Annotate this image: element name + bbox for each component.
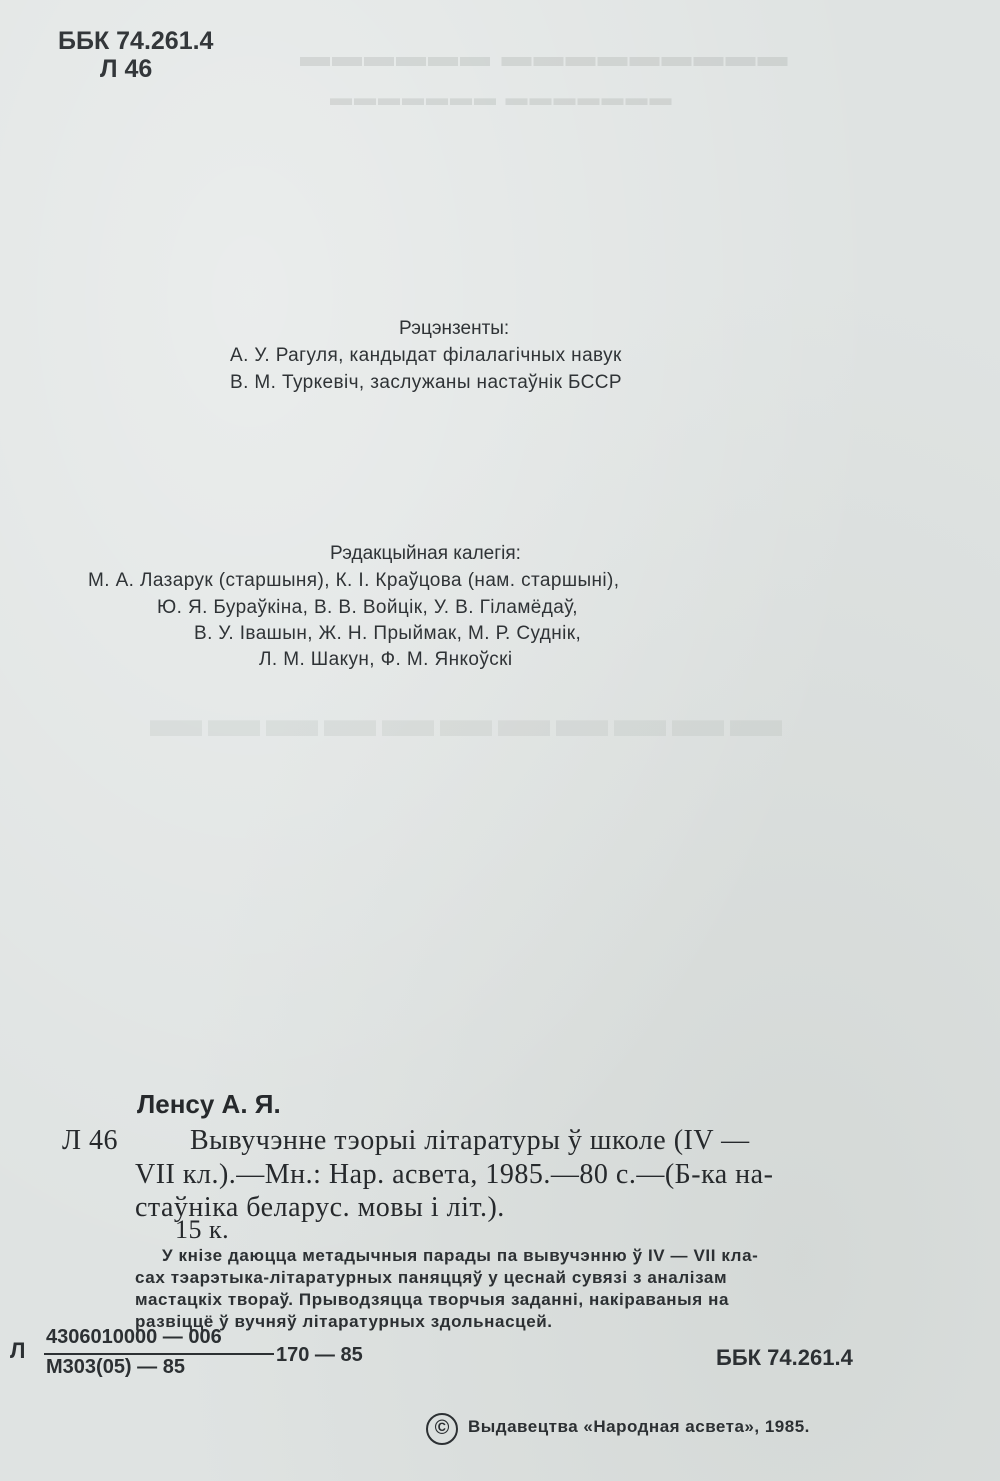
codes-suffix: 170 — 85 xyxy=(276,1344,363,1366)
catalog-index: Л 46 xyxy=(62,1125,118,1156)
editorial-board-line: В. У. Івашын, Ж. Н. Прыймак, М. Р. Суднік, xyxy=(194,623,582,644)
annotation-line: развіццё ў вучняў літаратурных здольнасцей. xyxy=(135,1312,553,1331)
reviewer-line: А. У. Рагуля, кандыдат філалагічных навук xyxy=(230,345,622,366)
codes-numerator: 4306010000 — 006 xyxy=(46,1326,222,1348)
editorial-board-heading: Рэдакцыйная калегія: xyxy=(330,543,521,564)
codes-denominator: М303(05) — 85 xyxy=(46,1356,185,1378)
bleed-through-decoration: ▬▬▬▬▬▬ ▬▬▬▬▬▬▬▬▬ xyxy=(300,40,790,73)
publisher-copyright: Выдавецтва «Народная асвета», 1985. xyxy=(468,1417,810,1436)
catalog-entry-line: стаўніка беларус. мовы і літ.). xyxy=(135,1192,505,1223)
reviewer-line: В. М. Туркевіч, заслужаны настаўнік БССР xyxy=(230,372,622,393)
bleed-through-decoration: ▬▬▬▬▬▬▬▬▬▬▬ xyxy=(150,691,788,748)
editorial-board-line: Ю. Я. Бураўкіна, В. В. Войцік, У. В. Гіламёдаў, xyxy=(157,597,578,618)
catalog-entry-line: VII кл.).—Мн.: Нар. асвета, 1985.—80 с.—(Б-ка на- xyxy=(135,1159,774,1190)
index-code-top: Л 46 xyxy=(100,55,153,83)
bleed-through-decoration: ▬▬▬▬▬▬▬ ▬▬▬▬▬▬▬ xyxy=(330,85,674,110)
annotation-line: У кнізе даюцца метадычныя парады па вывучэнню ў IV — VII кла- xyxy=(162,1246,759,1265)
classification-block xyxy=(58,27,213,83)
codes-letter: Л xyxy=(10,1338,26,1363)
author-name: Ленсу А. Я. xyxy=(137,1089,281,1119)
reviewers-heading: Рэцэнзенты: xyxy=(399,318,510,339)
catalog-entry-line: Вывучэнне тэорыі літаратуры ў школе (IV — xyxy=(190,1125,750,1156)
price: 15 к. xyxy=(175,1215,230,1244)
editorial-board-line: М. А. Лазарук (старшыня), К. І. Краўцова (нам. старшыні), xyxy=(88,570,620,591)
editorial-board-line: Л. М. Шакун, Ф. М. Янкоўскі xyxy=(259,649,513,670)
annotation-line: мастацкіх твораў. Прыводзяцца творчыя заданні, накіраваныя на xyxy=(135,1290,730,1309)
bbk-code-top: ББК 74.261.4 xyxy=(58,27,214,55)
fraction-rule xyxy=(44,1353,274,1355)
bbk-code-bottom: ББК 74.261.4 xyxy=(716,1345,853,1370)
copyright-icon: © xyxy=(426,1413,458,1445)
annotation-line: сах тэарэтыка-літаратурных паняццяў у цеснай сувязі з аналізам xyxy=(135,1268,728,1287)
